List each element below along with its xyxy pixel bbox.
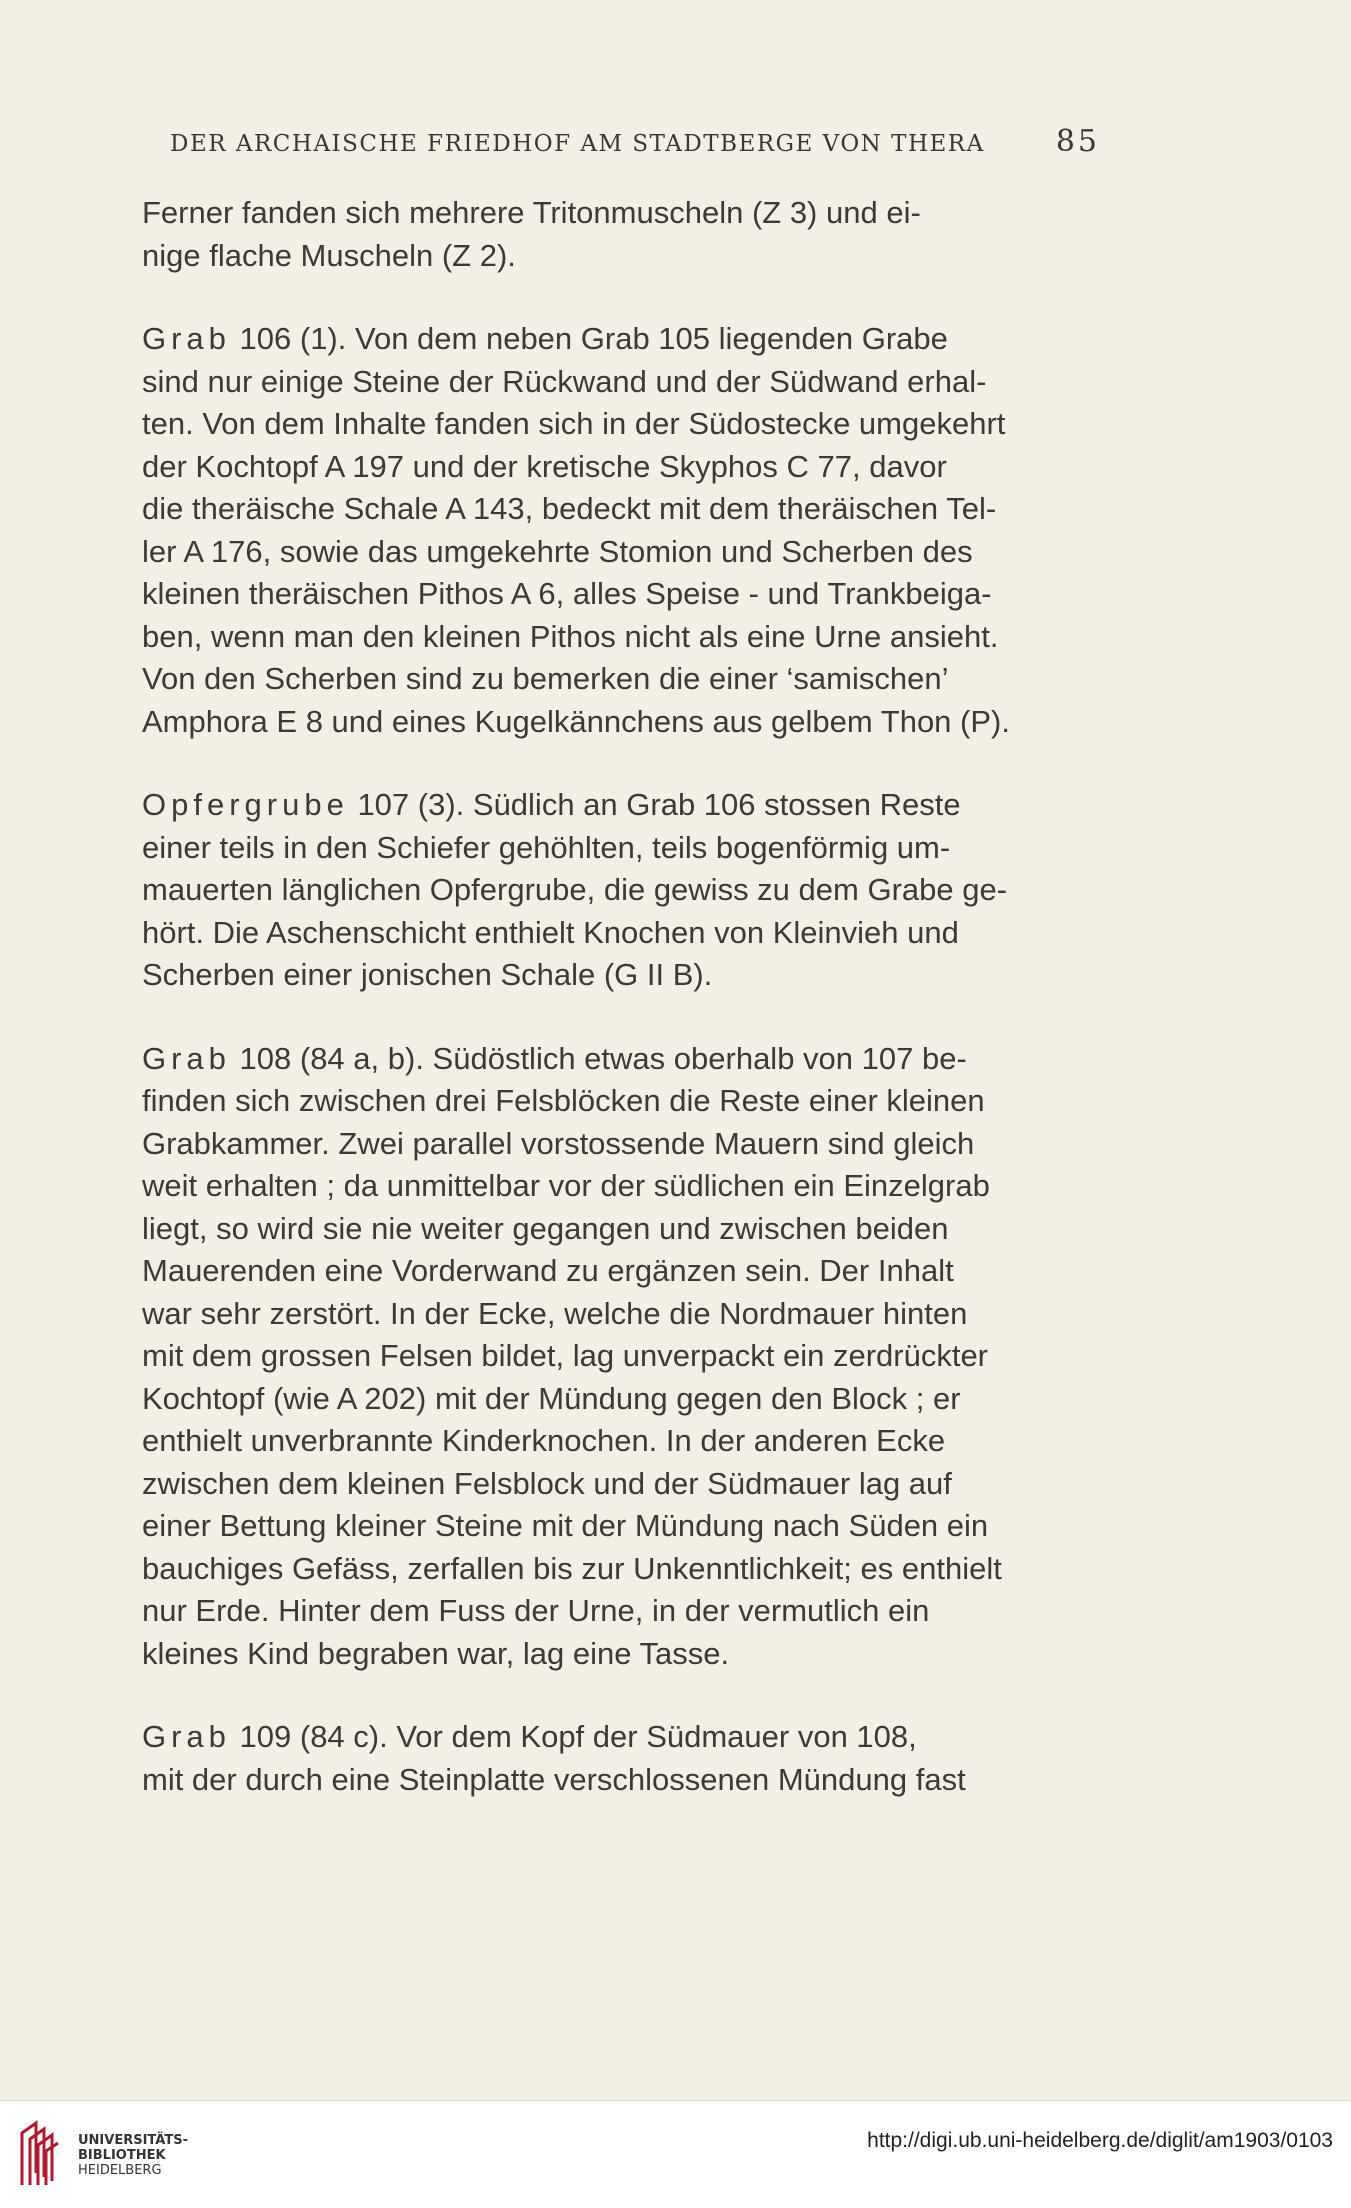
- text-line: nur Erde. Hinter dem Fuss der Urne, in der vermutlich ein: [142, 1593, 930, 1628]
- text-line: kleines Kind begraben war, lag eine Tasse.: [142, 1635, 730, 1671]
- library-logo-icon: [18, 2119, 62, 2189]
- text-line: ten. Von dem Inhalte fanden sich in der Südostecke umgekehrt: [142, 406, 1006, 441]
- section-lead: Grab: [142, 1040, 231, 1076]
- text-line: weit erhalten ; da unmittelbar vor der südlichen ein Einzelgrab: [142, 1168, 990, 1203]
- library-name-line: HEIDELBERG: [78, 2163, 162, 2178]
- section-lead: Opfergrube: [142, 787, 349, 822]
- library-name-line: BIBLIOTHEK: [78, 2148, 166, 2163]
- paragraph-grab-106: [142, 318, 1104, 743]
- text-line: bauchiges Gefäss, zerfallen bis zur Unkenntlichkeit; es enthielt: [142, 1550, 1002, 1586]
- text-line: einer Bettung kleiner Steine mit der Mündung nach Süden ein: [142, 1508, 989, 1543]
- text-line: Mauerenden eine Vorderwand zu ergänzen sein. Der Inhalt: [142, 1253, 954, 1288]
- text-line: 109 (84 c). Vor dem Kopf der Südmauer von 108,: [230, 1719, 917, 1754]
- text-line: Scherben einer jonischen Schale (G II B).: [142, 957, 713, 992]
- text-line: Ferner fanden sich mehrere Tritonmuscheln (Z 3) und ei-: [142, 195, 921, 230]
- library-name-line: UNIVERSITÄTS-: [78, 2133, 188, 2148]
- text-line: mauerten länglichen Opfergrube, die gewiss zu dem Grabe ge-: [142, 872, 1008, 907]
- body-text: [142, 192, 1104, 1801]
- text-line: enthielt unverbrannte Kinderknochen. In der anderen Ecke: [142, 1423, 946, 1458]
- text-line: zwischen dem kleinen Felsblock und der Südmauer lag auf: [142, 1465, 952, 1501]
- page-number: 85: [1055, 124, 1100, 159]
- text-line: ben, wenn man den kleinen Pithos nicht als eine Urne ansieht.: [142, 618, 999, 654]
- text-line: sind nur einige Steine der Rückwand und der Südwand erhal-: [142, 363, 987, 399]
- text-line: mit dem grossen Felsen bildet, lag unverpackt ein zerdrückter: [142, 1338, 989, 1373]
- text-line: nige flache Muscheln (Z 2).: [142, 237, 516, 273]
- library-name: [78, 2133, 188, 2178]
- footer-bar: [0, 2100, 1351, 2208]
- text-line: liegt, so wird sie nie weiter gegangen und zwischen beiden: [142, 1210, 949, 1246]
- text-line: 108 (84 a, b). Südöstlich etwas oberhalb von 107 be-: [230, 1040, 967, 1076]
- text-line: die theräische Schale A 143, bedeckt mit dem theräischen Tel-: [142, 491, 997, 526]
- paragraph-grab-109: [142, 1716, 1104, 1801]
- text-line: 106 (1). Von dem neben Grab 105 liegenden Grabe: [230, 321, 948, 356]
- permalink-url[interactable]: http://digi.ub.uni-heidelberg.de/diglit/am1903/0103: [867, 2129, 1333, 2152]
- text-line: finden sich zwischen drei Felsblöcken die Reste einer kleinen: [142, 1083, 985, 1118]
- paragraph-tritonmuscheln: [142, 192, 1104, 277]
- text-line: kleinen theräischen Pithos A 6, alles Speise - und Trankbeiga-: [142, 576, 992, 611]
- text-line: Von den Scherben sind zu bemerken die einer ‘samischen’: [142, 661, 949, 696]
- section-lead: Grab: [142, 1719, 231, 1754]
- running-title: DER ARCHAISCHE FRIEDHOF AM STADTBERGE VON THERA: [170, 131, 985, 157]
- text-line: Grabkammer. Zwei parallel vorstossende Mauern sind gleich: [142, 1125, 975, 1161]
- text-line: Amphora E 8 und eines Kugelkännchens aus gelbem Thon (P).: [142, 703, 1010, 739]
- text-line: war sehr zerstört. In der Ecke, welche die Nordmauer hinten: [142, 1295, 968, 1331]
- running-head: [170, 124, 1100, 159]
- text-line: 107 (3). Südlich an Grab 106 stossen Reste: [348, 787, 961, 822]
- text-line: mit der durch eine Steinplatte verschlossenen Mündung fast: [142, 1761, 966, 1797]
- text-line: einer teils in den Schiefer gehöhlten, teils bogenförmig um-: [142, 829, 951, 865]
- text-line: Kochtopf (wie A 202) mit der Mündung gegen den Block ; er: [142, 1380, 961, 1416]
- paragraph-grab-108: [142, 1038, 1104, 1676]
- text-line: der Kochtopf A 197 und der kretische Skyphos C 77, davor: [142, 448, 947, 484]
- section-lead: Grab: [142, 321, 231, 356]
- paragraph-opfergrube-107: [142, 784, 1104, 997]
- text-line: ler A 176, sowie das umgekehrte Stomion und Scherben des: [142, 533, 973, 569]
- text-line: hört. Die Aschenschicht enthielt Knochen von Kleinvieh und: [142, 914, 959, 950]
